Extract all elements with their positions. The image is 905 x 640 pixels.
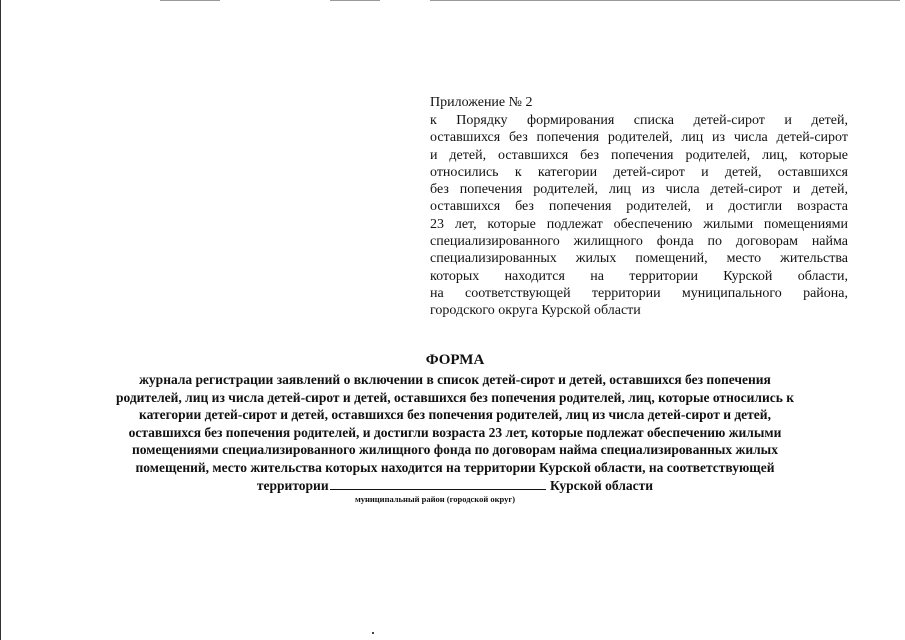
appendix-line: оставшихся без попечения родителей, и достигли возраста [430,199,848,215]
appendix-line: оставшихся без попечения родителей, лиц из числа детей-сирот [430,130,848,146]
form-title-block [60,351,850,505]
appendix-line: городского округа Курской области [430,303,641,319]
appendix-line: специализированных жилых помещений, место жительства [430,251,848,267]
territory-suffix: Курской области [549,478,654,493]
scan-artifact-line [160,0,220,1]
appendix-block [430,94,848,320]
form-title-line: журнала регистрации заявлений о включении в список детей-сирот и детей, оставшихся без попечения [139,372,771,387]
appendix-line: специализированного жилищного фонда по договорам найма [430,234,848,250]
territory-blank-field [330,476,546,490]
form-title-line: помещений, место жительства которых находится на территории Курской области, на соответствующей [135,459,775,475]
territory-caption: муниципальный район (городской округ) [354,494,516,504]
appendix-line: без попечения родителей, лиц из числа детей-сирот и детей, [430,182,848,198]
appendix-line: 23 лет, которые подлежат обеспечению жилыми помещениями [430,216,848,232]
territory-row [60,476,850,494]
form-title-line: категории детей-сирот и детей, оставшихся без попечения родителей, лиц из числа детей-сирот и детей, [139,407,771,422]
appendix-line: относились к категории детей-сирот и детей, оставшихся [430,164,848,180]
scan-speck [372,632,374,634]
appendix-line: к Порядку формирования списка детей-сирот и детей, [430,113,848,128]
form-title-line: оставшихся без попечения родителей, и достигли возраста 23 лет, которые подлежат обеспечению жилыми [128,424,782,440]
scan-artifact-line [430,0,900,1]
appendix-line: на соответствующей территории муниципального района, [430,285,848,301]
appendix-line: и детей, оставшихся без попечения родителей, лиц, которые [430,147,848,163]
appendix-line: которых находится на территории Курской области, [430,268,848,284]
scan-artifact-line [330,0,380,1]
form-heading: ФОРМА [425,352,485,368]
appendix-title: Приложение № 2 [430,95,533,110]
form-title-line: помещениями специализированного жилищного фонда по договорам найма специализированных жилых [132,442,778,457]
scan-edge-line [0,0,1,640]
form-title-line: родителей, лиц из числа детей-сирот и детей, оставшихся без попечения родителей, лиц, которые относились к [115,389,795,405]
territory-prefix: территории [256,478,329,493]
